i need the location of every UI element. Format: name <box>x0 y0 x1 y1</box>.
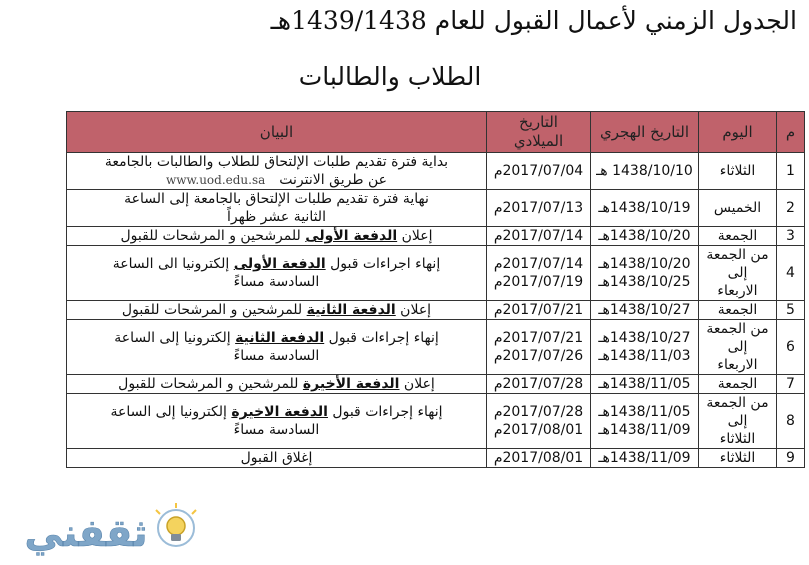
table-row <box>67 375 805 394</box>
col-header-num: م <box>777 112 805 153</box>
row-description-line2: السادسة مساءً <box>233 274 320 290</box>
row-description-line2: السادسة مساءً <box>233 422 320 438</box>
row-description-pre: إنهاء إجراءات قبول <box>324 330 439 346</box>
lightbulb-icon <box>156 503 196 546</box>
website-url: www.uod.edu.sa <box>165 173 266 187</box>
page-title: الجدول الزمني لأعمال القبول للعام 1439/1438هـ <box>270 6 797 35</box>
col-header-gregorian <box>487 112 591 153</box>
row-day-line: إلى <box>727 339 748 355</box>
row-description-text: عن طريق الانترنت <box>279 172 387 188</box>
row-day-line: من الجمعة <box>706 395 769 411</box>
row-hijri-line: 1438/11/05هـ <box>598 404 691 420</box>
batch-highlight: الدفعة الأخيرة <box>302 376 400 392</box>
row-description-text: بداية فترة تقديم طلبات الإلتحاق للطلاب والطالبات بالجامعة <box>104 154 449 170</box>
batch-highlight: الدفعة الأولى <box>233 256 326 272</box>
row-description-line <box>70 171 483 189</box>
row-description-text: نهاية فترة تقديم طلبات الإلتحاق بالجامعة إلى الساعة <box>124 191 429 207</box>
row-hijri-date <box>591 394 699 449</box>
row-gregorian-line: 2017/07/21م <box>493 330 584 346</box>
row-hijri-date <box>591 153 699 190</box>
row-description-line <box>70 208 483 226</box>
batch-highlight: الدفعة الثانية <box>306 302 396 318</box>
row-day <box>699 153 777 190</box>
row-number: 6 <box>777 320 805 375</box>
row-description-post: إلكترونيا إلى الساعة <box>110 404 232 420</box>
batch-highlight: الدفعة الاخيرة <box>231 404 328 420</box>
row-hijri-line: 1438/10/25هـ <box>598 274 691 290</box>
row-hijri-date <box>591 375 699 394</box>
row-day-line: الجمعة <box>717 228 758 244</box>
col-header-gregorian-line1: التاريخ <box>519 113 558 131</box>
schedule-table <box>66 111 805 468</box>
row-day <box>699 449 777 468</box>
row-description <box>67 394 487 449</box>
row-description-text: إغلاق القبول <box>240 450 313 466</box>
table-row <box>67 246 805 301</box>
row-gregorian-date <box>487 190 591 227</box>
row-day-line: الجمعة <box>717 376 758 392</box>
row-hijri-date <box>591 227 699 246</box>
row-day-line: من الجمعة <box>706 247 769 263</box>
row-number: 3 <box>777 227 805 246</box>
row-description <box>67 227 487 246</box>
row-day-line: الثلاثاء <box>719 431 756 447</box>
row-description-pre: إعلان <box>395 302 432 318</box>
row-description-post: للمرشحين و المرشحات للقبول <box>120 228 306 244</box>
row-hijri-line: 1438/10/20هـ <box>598 228 691 244</box>
row-day-line: إلى <box>727 265 748 281</box>
row-gregorian-line: 2017/07/26م <box>493 348 584 364</box>
row-description <box>67 375 487 394</box>
row-description-line <box>70 403 483 421</box>
row-gregorian-line: 2017/08/01م <box>493 450 584 466</box>
row-day <box>699 375 777 394</box>
row-gregorian-line: 2017/07/28م <box>493 404 584 420</box>
row-description <box>67 301 487 320</box>
row-day-line: الاربعاء <box>717 283 758 299</box>
row-description-post: إلكترونيا إلى الساعة <box>114 330 236 346</box>
row-gregorian-date <box>487 246 591 301</box>
row-hijri-date <box>591 190 699 227</box>
row-hijri-line: 1438/11/05هـ <box>598 376 691 392</box>
row-hijri-date <box>591 449 699 468</box>
table-row <box>67 394 805 449</box>
row-day-line: الثلاثاء <box>719 450 756 466</box>
row-hijri-line: 1438/11/09هـ <box>598 422 691 438</box>
row-gregorian-line: 2017/07/13م <box>493 200 584 216</box>
row-description-pre: إنهاء إجراءات قبول <box>327 404 443 420</box>
row-gregorian-line: 2017/07/28م <box>493 376 584 392</box>
row-number: 2 <box>777 190 805 227</box>
row-description-post: للمرشحين و المرشحات للقبول <box>121 302 307 318</box>
row-day <box>699 190 777 227</box>
row-gregorian-line: 2017/08/01م <box>493 422 584 438</box>
row-day <box>699 394 777 449</box>
row-hijri-line: 1438/10/20هـ <box>598 256 691 272</box>
row-gregorian-line: 2017/07/14م <box>493 228 584 244</box>
row-gregorian-line: 2017/07/04م <box>493 163 584 179</box>
row-description-post: إلكترونيا الى الساعة <box>112 256 234 272</box>
row-gregorian-line: 2017/07/21م <box>493 302 584 318</box>
row-day-line: الخميس <box>713 200 762 216</box>
row-description-line2: السادسة مساءً <box>233 348 320 364</box>
row-description-line <box>70 153 483 171</box>
row-gregorian-date <box>487 394 591 449</box>
table-row <box>67 301 805 320</box>
row-description-line <box>70 190 483 208</box>
page-subtitle: الطلاب والطالبات <box>298 62 482 91</box>
row-gregorian-date <box>487 301 591 320</box>
row-day-line: الثلاثاء <box>719 163 756 179</box>
row-hijri-date <box>591 301 699 320</box>
row-gregorian-date <box>487 375 591 394</box>
table-row <box>67 449 805 468</box>
row-description <box>67 190 487 227</box>
row-number: 8 <box>777 394 805 449</box>
row-description <box>67 246 487 301</box>
row-gregorian-date <box>487 320 591 375</box>
row-description-line <box>70 375 483 393</box>
row-hijri-date <box>591 246 699 301</box>
row-description <box>67 449 487 468</box>
row-gregorian-date <box>487 449 591 468</box>
row-description-pre: إعلان <box>399 376 435 392</box>
row-description-line <box>70 255 483 273</box>
row-description <box>67 320 487 375</box>
row-description-text: الثانية عشر ظهراً <box>227 209 326 225</box>
row-description-post: للمرشحين و المرشحات للقبول <box>118 376 303 392</box>
row-description <box>67 153 487 190</box>
row-description-line <box>70 329 483 347</box>
row-description-line <box>70 301 483 319</box>
batch-highlight: الدفعة الثانية <box>235 330 325 346</box>
row-day <box>699 301 777 320</box>
col-header-day: اليوم <box>699 112 777 153</box>
row-number: 1 <box>777 153 805 190</box>
watermark-text: ثقفني <box>24 511 148 555</box>
table-row <box>67 227 805 246</box>
row-number: 9 <box>777 449 805 468</box>
col-header-gregorian-line2: الميلادي <box>513 132 564 150</box>
table-row <box>67 320 805 375</box>
row-gregorian-line: 2017/07/14م <box>493 256 584 272</box>
col-header-desc: البيان <box>67 112 487 153</box>
row-day-line: الجمعة <box>717 302 758 318</box>
row-day <box>699 320 777 375</box>
batch-highlight: الدفعة الأولى <box>305 228 398 244</box>
row-day-line: إلى <box>727 413 748 429</box>
col-header-hijri: التاريخ الهجري <box>591 112 699 153</box>
row-hijri-line: 1438/11/09هـ <box>598 450 691 466</box>
row-description-line <box>70 449 483 467</box>
row-description-pre: إنهاء اجراءات قبول <box>325 256 441 272</box>
row-gregorian-line: 2017/07/19م <box>493 274 584 290</box>
row-day-line: من الجمعة <box>706 321 769 337</box>
row-hijri-line: 1438/10/19هـ <box>598 200 691 216</box>
table-body <box>67 153 805 468</box>
row-day-line: الاربعاء <box>717 357 758 373</box>
row-day <box>699 227 777 246</box>
site-watermark-logo <box>6 502 206 562</box>
row-description-pre: إعلان <box>397 228 433 244</box>
row-gregorian-date <box>487 227 591 246</box>
row-hijri-line: 1438/10/10 هـ <box>596 163 693 179</box>
row-number: 4 <box>777 246 805 301</box>
row-day <box>699 246 777 301</box>
table-row <box>67 190 805 227</box>
row-hijri-line: 1438/10/27هـ <box>598 302 691 318</box>
table-header-row <box>67 112 805 153</box>
row-number: 5 <box>777 301 805 320</box>
row-gregorian-date <box>487 153 591 190</box>
table-row <box>67 153 805 190</box>
row-description-line <box>70 227 483 245</box>
row-number: 7 <box>777 375 805 394</box>
row-hijri-date <box>591 320 699 375</box>
row-hijri-line: 1438/11/03هـ <box>598 348 691 364</box>
row-hijri-line: 1438/10/27هـ <box>598 330 691 346</box>
